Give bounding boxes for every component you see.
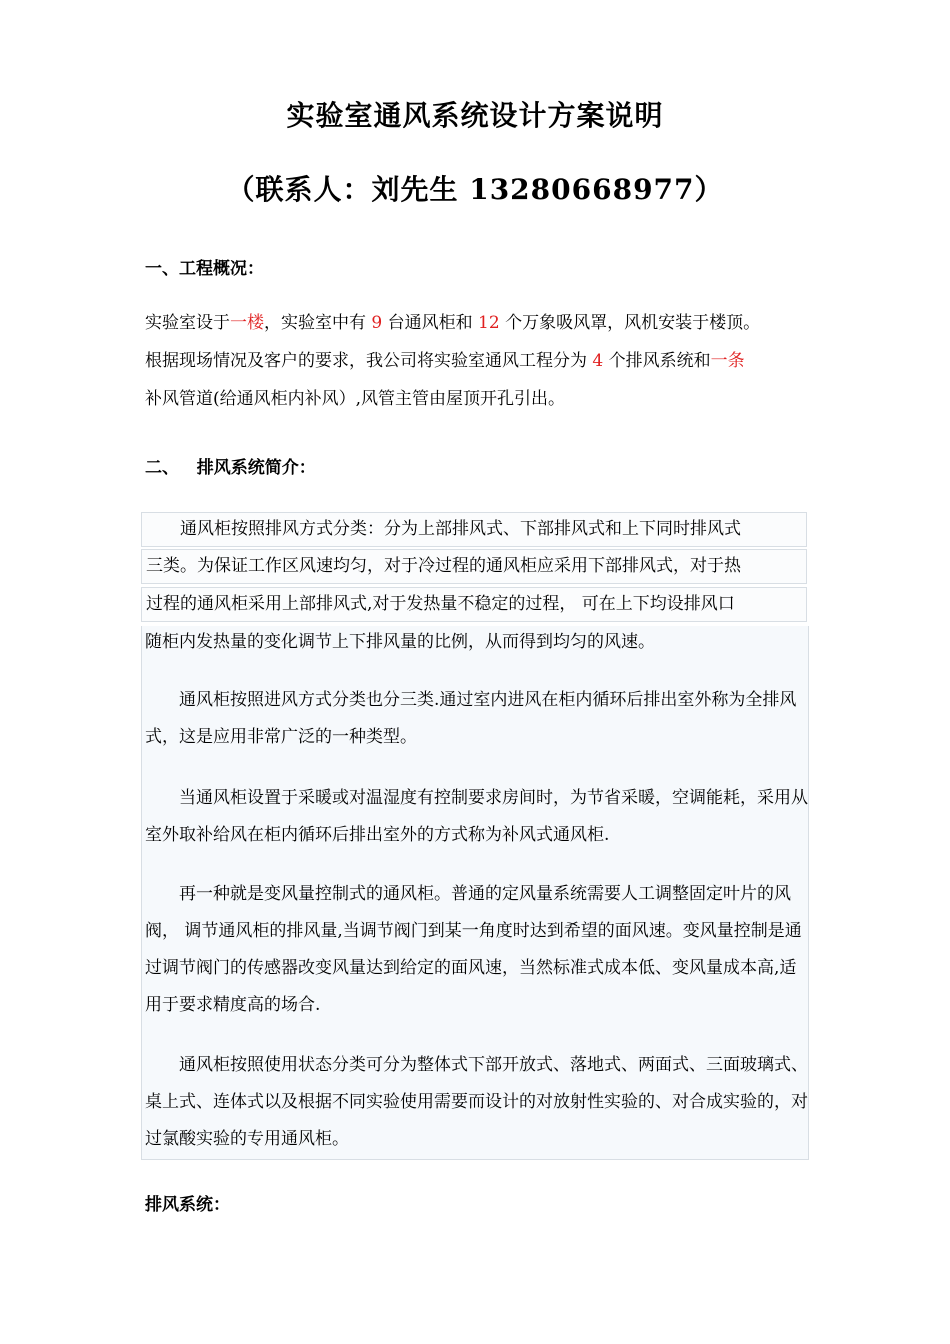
quote-line-4: 随柜内发热量的变化调节上下排风量的比例，从而得到均匀的风速。 xyxy=(145,632,655,652)
overview-paragraph xyxy=(145,304,810,418)
section-heading-overview: 一、工程概况： xyxy=(145,259,264,279)
paragraph-inlet-type: 通风柜按照进风方式分类也分三类.通过室内进风在柜内循环后排出室外称为全排风式，这是应用非常广泛的一种类型。 xyxy=(145,690,797,747)
quote-line-1: 通风柜按照排风方式分类：分为上部排风式、下部排风式和上下同时排风式 xyxy=(141,512,807,547)
section-heading-exhaust-intro: 二、 排风系统简介： xyxy=(145,458,316,478)
overview-line-2: 根据现场情况及客户的要求，我公司将实验室通风工程分为 4 个排风系统和一条 xyxy=(145,351,745,371)
contact-line: （联系人：刘先生 13280668977） xyxy=(226,173,724,206)
overview-line-3: 补风管道(给通风柜内补风）,风管主管由屋顶开孔引出。 xyxy=(145,389,566,409)
section-heading-exhaust-system: 排风系统： xyxy=(145,1195,230,1215)
paragraph-variable-air-volume: 再一种就是变风量控制式的通风柜。普通的定风量系统需要人工调整固定叶片的风阀， 调节通风柜的排风量,当调节阀门到某一角度时达到希望的面风速。变风量控制是通过调节阀门的传感器改变风量达到给定的面风速，当然标准式成本低、变风量成本高,适用于要求精度高的场合. xyxy=(145,884,802,1015)
quote-line-2: 三类。为保证工作区风速均匀，对于冷过程的通风柜应采用下部排风式，对于热 xyxy=(141,549,807,584)
quote-line-3: 过程的通风柜采用上部排风式,对于发热量不稳定的过程， 可在上下均设排风口 xyxy=(141,587,807,622)
paragraph-makeup-air: 当通风柜设置于采暖或对温湿度有控制要求房间时，为节省采暖，空调能耗，采用从室外取补给风在柜内循环后排出室外的方式称为补风式通风柜. xyxy=(145,788,808,845)
overview-line-1: 实验室设于一楼，实验室中有 9 台通风柜和 12 个万象吸风罩，风机安装于楼顶。 xyxy=(145,313,761,333)
paragraph-usage-type: 通风柜按照使用状态分类可分为整体式下部开放式、落地式、两面式、三面玻璃式、桌上式、连体式以及根据不同实验使用需要而设计的对放射性实验的、对合成实验的，对过氯酸实验的专用通风柜。 xyxy=(145,1055,808,1149)
document-title: 实验室通风系统设计方案说明 xyxy=(286,99,664,132)
